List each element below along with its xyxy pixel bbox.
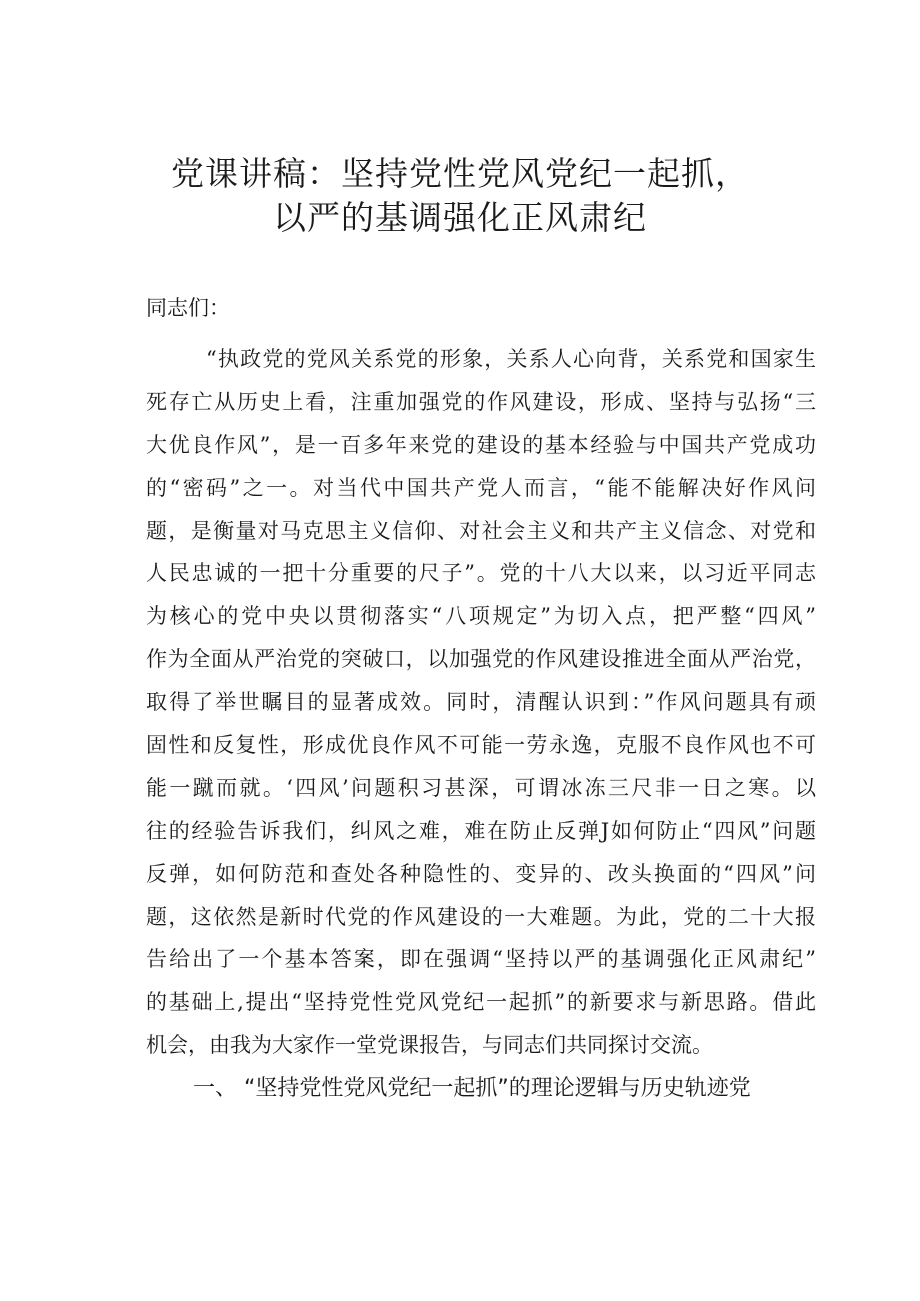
document-title [100,152,820,240]
title-line-1: 党课讲稿：坚持党性党风党纪一起抓， [171,154,749,193]
paragraph-line: 告给出了一个基本答案，即在强调“坚持以严的基调强化正风肃纪” [146,947,816,972]
paragraph-line: “执政党的党风关系党的形象，关系人心向背，关系党和国家生 [206,347,816,371]
paragraph-line: 作为全面从严治党的突破口，以加强党的作风建设推进全面从严治党， [146,647,816,672]
paragraph-line: 能一蹴而就。‘四风’问题积习甚深，可谓冰冻三尺非一日之寒。以 [146,775,816,800]
paragraph-line: 机会，由我为大家作一堂党课报告，与同志们共同探讨交流。 [146,1033,713,1058]
paragraph-line: 反弹，如何防范和查处各种隐性的、变异的、改头换面的“四风”问 [146,861,816,886]
salutation: 同志们： [146,296,230,320]
paragraph-line: 死存亡从历史上看，注重加强党的作风建设，形成、坚持与弘扬“三 [146,389,816,414]
paragraph-line: 题，这依然是新时代党的作风建设的一大难题。为此，党的二十大报 [146,904,816,929]
paragraph-line: 大优良作风”，是一百多年来党的建设的基本经验与中国共产党成功 [146,432,816,457]
paragraph-line: 题，是衡量对马克思主义信仰、对社会主义和共产主义信念、对党和 [146,518,816,543]
paragraph-line: 为核心的党中央以贯彻落实“八项规定”为切入点，把严整“四风” [146,604,816,629]
title-line-2: 以严的基调强化正风肃纪 [273,198,647,237]
paragraph-line: 往的经验告诉我们，纠风之难，难在防止反弹J如何防止“四风”问题 [146,818,816,843]
section-heading: 一、 “坚持党性党风党纪一起抓”的理论逻辑与历史轨迹党 [193,1076,751,1101]
paragraph-line: 的基础上,提出“坚持党性党风党纪一起抓”的新要求与新思路。借此 [146,990,816,1015]
paragraph-line: 固性和反复性，形成优良作风不可能一劳永逸，克服不良作风也不可 [146,733,816,758]
paragraph-line: 人民忠诚的一把十分重要的尺子”。党的十八大以来，以习近平同志 [146,561,816,586]
paragraph-line: 取得了举世瞩目的显著成效。同时，清醒认识到：”作风问题具有顽 [146,690,816,715]
paragraph-line: 的“密码”之一。对当代中国共产党人而言，“能不能解决好作风问 [146,475,816,500]
body-paragraph [146,344,816,1073]
